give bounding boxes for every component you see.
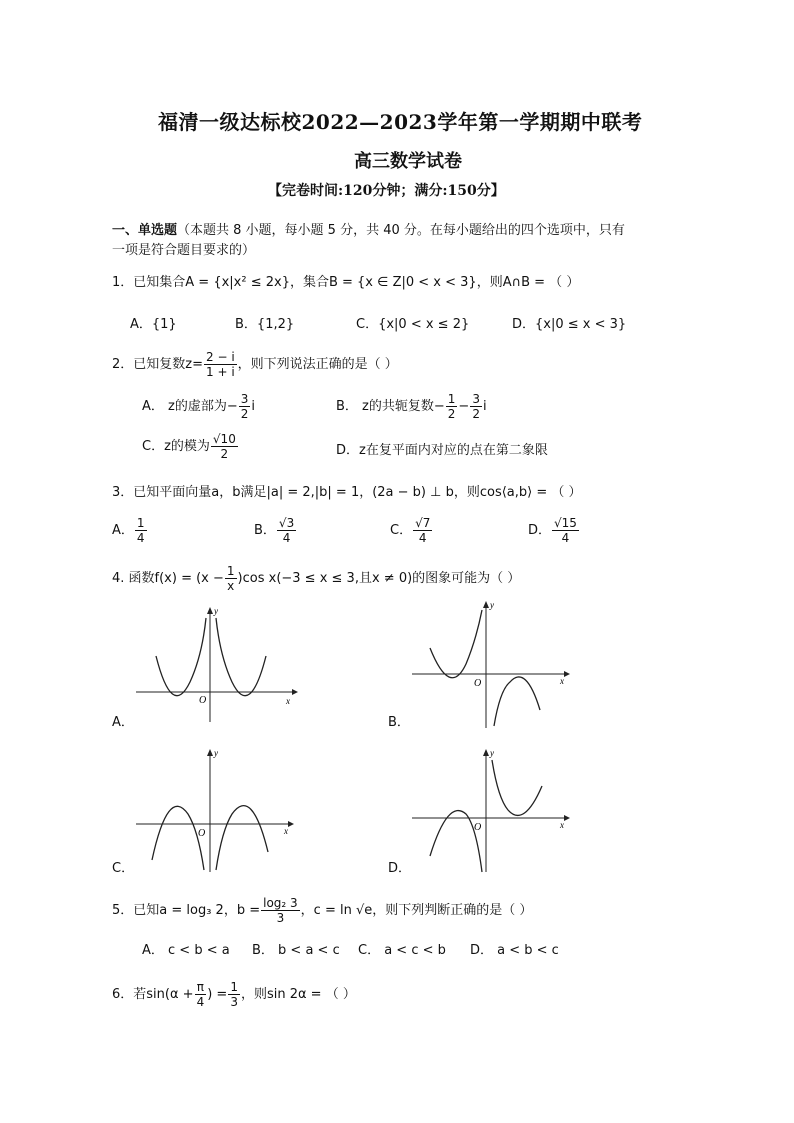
q5-option-a: A． c < b < a [142,943,230,958]
q2-fraction: $\frac{2 - i}{1 + i}$ [206,350,235,379]
q4-graph-a [132,604,302,728]
q5-stem: 5．已知a = log₃ 2，b = $\frac{\text{log₂ 3}}{3}$ ，c = ln √e，则下列判断正确的是（ ） [112,896,533,925]
q1-option-b: B．{1,2} [235,317,295,332]
curve-right [492,760,542,815]
x-label: x [560,676,564,686]
curve-left [430,610,482,678]
curve-left [156,618,206,696]
y-label: y [490,600,494,610]
q4-label-a: A． [112,715,134,730]
q2-stem: 2．已知复数z= $\frac{2 - i}{1 + i}$ ，则下列说法正确的是（ ） [112,350,398,379]
q3-option-d: D． $\frac{√15}{4}$ [528,516,577,545]
q3-option-c: C． $\frac{√7}{4}$ [390,516,431,545]
q4-graph-d [408,746,578,876]
q4-graph-b [408,598,578,732]
q3-option-b: B． $\frac{√3}{4}$ [254,516,295,545]
y-arrow-icon [207,607,213,614]
exam-subtitle: 高三数学试卷 [354,151,462,172]
exam-title: 福清一级达标校2022—2023学年第一学期期中联考 [158,110,643,134]
x-arrow-icon [564,671,570,677]
curve-right [216,618,266,696]
q4-graph-c [132,746,302,876]
q4-label-c: C． [112,861,135,876]
q1-option-a: A．{1} [130,317,177,332]
origin-label: O [474,678,482,689]
origin-label: O [198,828,206,839]
origin-label: O [199,695,207,706]
q1-stem: 1．已知集合A = {x|x² ≤ 2x}，集合B = {x ∈ Z|0 < x < 3}，则A∩B = （ ） [112,275,580,290]
section-heading-line1 [112,222,625,240]
x-label: x [284,826,288,836]
curve-left [430,811,482,872]
q2-option-b: B． z的共轭复数− $\frac{1}{2}$ − $\frac{3}{2}$ i [336,392,487,421]
y-label: y [490,748,494,758]
section-desc-2: 一项是符合题目要求的） [112,243,256,258]
x-arrow-icon [564,815,570,821]
y-label: y [214,748,218,758]
y-arrow-icon [207,749,213,756]
y-arrow-icon [483,749,489,756]
y-arrow-icon [483,601,489,608]
x-label: x [286,696,290,706]
q4-stem: 4. 函数f(x) = (x − $\frac{1}{x}$ )cos x(−3 ≤ x ≤ 3,且x ≠ 0)的图象可能为（ ） [112,564,521,593]
curve-right [216,806,268,870]
q3-stem: 3．已知平面向量a，b满足|a| = 2,|b| = 1，(2a − b) ⊥ b，则cos⟨a,b⟩ = （ ） [112,485,582,500]
origin-label: O [474,822,482,833]
exam-time-info: 【完卷时间:120分钟；满分:150分】 [268,183,505,199]
q4-label-d: D． [388,861,412,876]
curve-right [494,677,540,726]
q2-option-d: D．z在复平面内对应的点在第二象限 [336,443,548,458]
q5-option-d: D． a < b < c [470,943,559,958]
q1-option-c: C．{x|0 < x ≤ 2} [356,317,470,332]
curve-left [152,806,204,870]
section-title: 一、单选题 [112,223,178,238]
q4-label-b: B． [388,715,410,730]
q3-option-a: A． $\frac{1}{4}$ [112,516,145,545]
y-label: y [214,606,218,616]
q5-option-b: B． b < a < c [252,943,340,958]
q1-option-d: D．{x|0 ≤ x < 3} [512,317,627,332]
section-desc-1: （本题共 8 小题，每小题 5 分，共 40 分。在每小题给出的四个选项中，只有 [177,223,625,238]
q2-option-a: A． z的虚部为− $\frac{3}{2}$ i [142,392,256,421]
q6-stem: 6．若sin(α + $\frac{\pi}{4}$ ) = $\frac{1}{3}$ ，则sin 2α = （ ） [112,980,356,1009]
x-arrow-icon [288,821,294,827]
q5-option-c: C． a < c < b [358,943,446,958]
x-arrow-icon [292,689,298,695]
q2-option-c: C．z的模为 $\frac{√10}{2}$ [142,432,236,461]
x-label: x [560,820,564,830]
